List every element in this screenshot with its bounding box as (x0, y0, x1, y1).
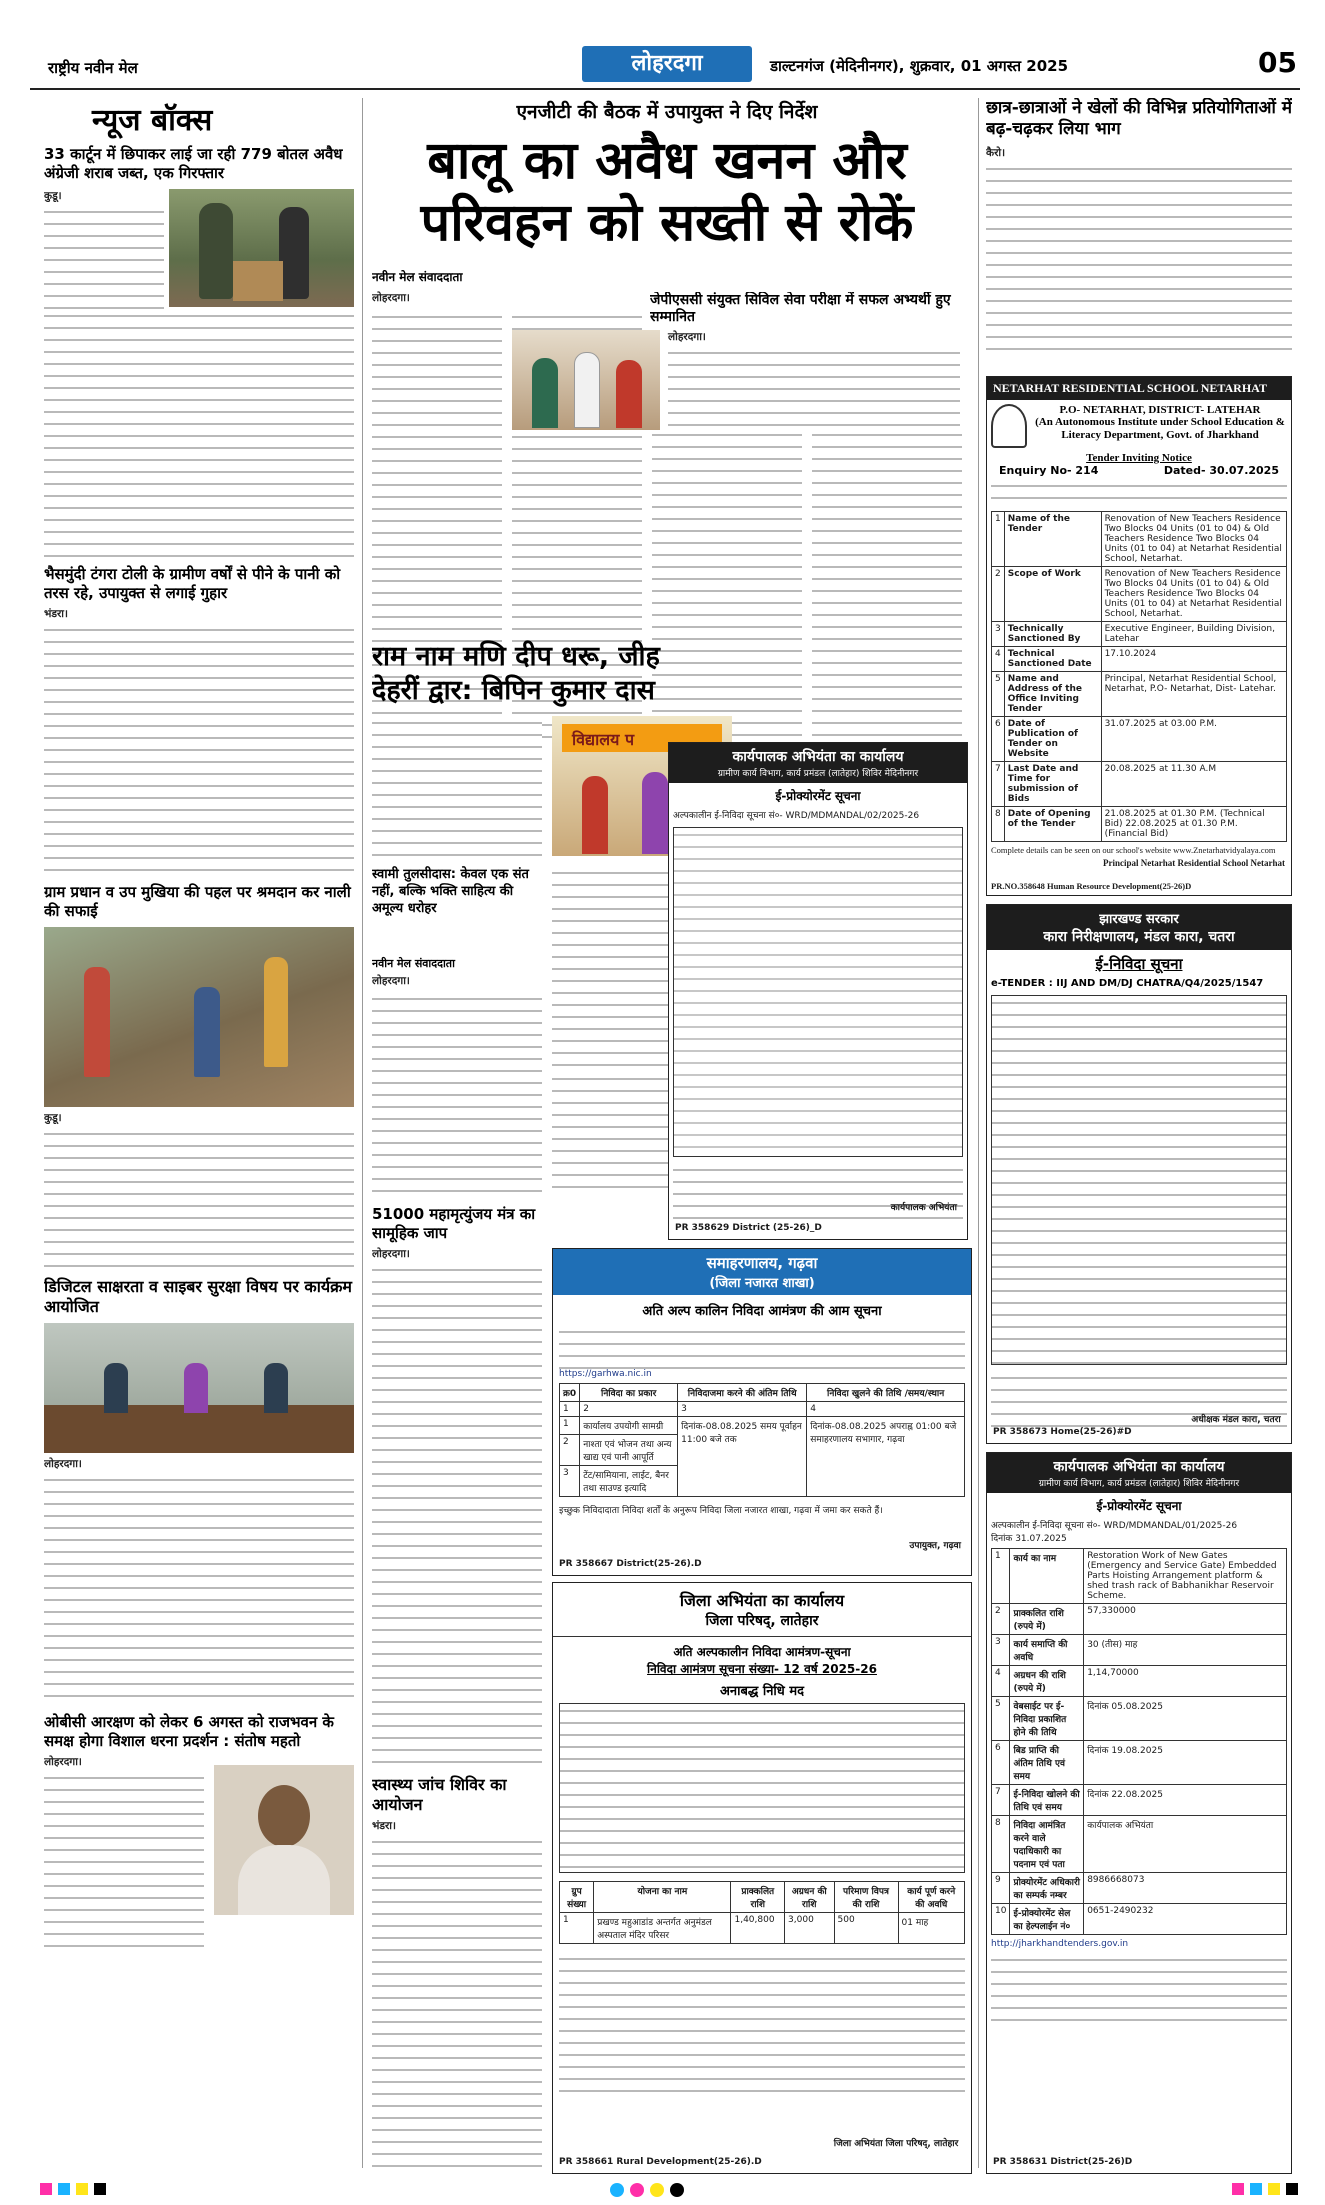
ee2-notice: ई-प्रोक्योरमेंट सूचना (1096, 1499, 1182, 1513)
mrityunjay-headline: 51000 महामृत्युंजय मंत्र का सामूहिक जाप (372, 1205, 536, 1242)
ramnaam-byline: नवीन मेल संवाददाता (372, 957, 455, 970)
netarhat-address: P.O- NETARHAT, DISTRICT- LATEHAR (1059, 404, 1261, 416)
table-cell: Name of the Tender (1004, 512, 1101, 567)
table-cell: 8986668073 (1084, 1873, 1287, 1904)
table-cell: Date of Opening of the Tender (1004, 807, 1101, 842)
garhwa-col-header: निविदाजमा करने की अंतिम तिथि (678, 1384, 807, 1402)
garhwa-tender-ad (552, 1248, 972, 1576)
section-name: लोहरदगा (631, 51, 703, 76)
digital-literacy-photo (44, 1323, 354, 1453)
mrityunjay-place: लोहरदगा। (372, 1248, 410, 1260)
zila-title: जिला अभियंता का कार्यालय (679, 1591, 845, 1610)
story-headline: ओबीसी आरक्षण को लेकर 6 अगस्त को राजभवन के समक्ष होगा विशाल धरना प्रदर्शन : संतोष महतो (44, 1713, 334, 1750)
table-cell: 0651-2490232 (1084, 1904, 1287, 1935)
table-cell: Date of Publication of Tender on Website (1004, 717, 1101, 762)
news-box-column (44, 98, 354, 2170)
netarhat-pr-number: PR.NO.358648 Human Resource Development(25-26)D (991, 881, 1192, 891)
mrityunjay-story (372, 1205, 542, 2170)
table-row (992, 1816, 1287, 1873)
table-cell: कार्य का नाम (1010, 1549, 1084, 1604)
zila-cell: 1 (560, 1913, 594, 1944)
ee1-pr-number: PR 358629 District (25-26)_D (675, 1223, 822, 1233)
table-cell: कार्य समाप्ति की अवधि (1010, 1635, 1084, 1666)
table-cell: Technically Sanctioned By (1004, 622, 1101, 647)
table-cell: Renovation of New Teachers Residence Two Blocks 04 Units (01 to 04) & Old Teachers Residence Two Blocks 04 Units (01 to 04) at Netarhat Residential School, Netarhat. (1101, 512, 1286, 567)
ee2-tender-ad (986, 1452, 1292, 2174)
school-banner-text: विद्यालय प (572, 730, 635, 749)
garhwa-deadline: दिनांक-08.08.2025 समय पूर्वाहन 11:00 बजे तक (678, 1417, 807, 1497)
kara-office: कारा निरीक्षणालय, मंडल कारा, चतरा (1043, 929, 1235, 945)
jpsc-place: लोहरदगा। (668, 331, 706, 343)
ramnaam-headline-line2: देहरीं द्वार: बिपिन कुमार दास (372, 675, 655, 706)
table-cell: Restoration Work of New Gates (Emergency and Service Gate) Embedded Parts Hoisting Arrangement platform & shed trash rack of Babhanikhar Reservoir Scheme. (1084, 1549, 1287, 1604)
print-registration-marks (1232, 2183, 1298, 2197)
table-row (992, 1697, 1287, 1741)
lead-byline: नवीन मेल संवाददाता (372, 270, 463, 284)
garhwa-pr-number: PR 358667 District(25-26).D (559, 1559, 702, 1569)
kara-title: झारखण्ड सरकार (1099, 912, 1179, 927)
masthead (30, 34, 1300, 90)
story-headline: 33 कार्टून में छिपाकर लाई जा रही 779 बोतल अवैध अंग्रेजी शराब जब्त, एक गिरफ्तार (44, 145, 343, 182)
table-cell: 4 (992, 1666, 1010, 1697)
garhwa-item: नाश्ता एवं भोजन तथा अन्य खाद्य एवं पानी आपूर्ति (580, 1435, 678, 1466)
table-row (992, 762, 1287, 807)
ee1-signature: कार्यपालक अभियंता (890, 1203, 957, 1213)
table-cell: 4 (992, 647, 1005, 672)
table-cell: 7 (992, 1785, 1010, 1816)
paper-name: राष्ट्रीय नवीन मेल (48, 59, 138, 77)
ee2-ref: अल्पकालीन ई-निविदा सूचना सं०- WRD/MDMANDAL/01/2025-26 (991, 1521, 1238, 1531)
netarhat-dated: Dated- 30.07.2025 (1163, 464, 1279, 477)
table-cell: Executive Engineer, Building Division, Latehar (1101, 622, 1286, 647)
table-row (992, 807, 1287, 842)
table-row (992, 1549, 1287, 1604)
table-cell: 17.10.2024 (1101, 647, 1286, 672)
kara-tender-ad (986, 904, 1292, 1444)
table-cell: 57,330000 (1084, 1604, 1287, 1635)
table-row (992, 1666, 1287, 1697)
table-cell: बिड प्राप्ति की अंतिम तिथि एवं समय (1010, 1741, 1084, 1785)
table-cell: वेबसाईट पर ई-निविदा प्रकाशित होने की तिथि (1010, 1697, 1084, 1741)
zila-tender-table (559, 1881, 965, 1944)
story-place: लोहरदगा। (44, 1458, 82, 1470)
zila-notice: अति अल्पकालीन निविदा आमंत्रण-सूचना (673, 1645, 851, 1659)
ee2-subtitle: ग्रामीण कार्य विभाग, कार्य प्रमंडल (लातेहार) शिविर मेदिनीनगर (1038, 1479, 1240, 1489)
kara-tender-number: e-TENDER : IIJ AND DM/DJ CHATRA/Q4/2025/1547 (991, 978, 1264, 989)
table-row (992, 672, 1287, 717)
table-row (992, 1635, 1287, 1666)
table-cell: 7 (992, 762, 1005, 807)
lead-place: लोहरदगा। (372, 292, 410, 304)
garhwa-col-num: 3 (678, 1402, 807, 1417)
table-row (992, 647, 1287, 672)
table-row (992, 512, 1287, 567)
ee2-pr-number: PR 358631 District(25-26)D (993, 2157, 1133, 2167)
zila-signature: जिला अभियंता जिला परिषद्, लातेहार (833, 2139, 959, 2149)
sports-headline: छात्र-छात्राओं ने खेलों की विभिन्न प्रतियोगिताओं में बढ़-चढ़कर लिया भाग (986, 98, 1292, 139)
lead-headline-line1: बालू का अवैध खनन और (427, 131, 907, 191)
table-row (992, 567, 1287, 622)
ramnaam-place: लोहरदगा। (372, 975, 410, 987)
table-row (992, 1785, 1287, 1816)
dateline: डाल्टनगंज (मेदिनीनगर), शुक्रवार, 01 अगस्त 2025 (770, 57, 1069, 75)
garhwa-footer: इच्छुक निविदादाता निविदा शर्तों के अनुरूप निविदा जिला नजारत शाखा, गढ़वा में जमा कर सकते हैं। (559, 1506, 883, 1516)
lead-headline-line2: परिवहन को सख्ती से रोकें (420, 193, 914, 253)
garhwa-col-num: 2 (580, 1402, 678, 1417)
table-cell: Principal, Netarhat Residential School, Netarhat, P.O- Netarhat, Dist- Latehar. (1101, 672, 1286, 717)
table-cell: दिनांक 05.08.2025 (1084, 1697, 1287, 1741)
table-cell: 5 (992, 672, 1005, 717)
story-headline: भैसमुंदी टंगरा टोली के ग्रामीण वर्षों से पीने के पानी को तरस रहे, उपायुक्त से लगाई गुहार (44, 565, 341, 602)
jpsc-felicitation-photo (512, 330, 660, 430)
lead-kicker: एनजीटी की बैठक में उपायुक्त ने दिए निर्देश (516, 101, 818, 123)
table-cell: 8 (992, 807, 1005, 842)
netarhat-enquiry: Enquiry No- 214 (999, 464, 1099, 477)
section-banner (582, 46, 752, 82)
table-cell: ई-प्रोक्योरमेंट सेल का हेल्पलाईन नं० (1010, 1904, 1084, 1935)
story-headline: डिजिटल साक्षरता व साइबर सुरक्षा विषय पर कार्यक्रम आयोजित (44, 1277, 353, 1316)
garhwa-col-num: 1 (560, 1402, 580, 1417)
table-row (992, 1873, 1287, 1904)
zila-col-header: कार्य पूर्ण करने की अवधि (898, 1882, 965, 1913)
zila-cell: प्रखण्ड महुआडांड अन्तर्गत अनुमंडल अस्पताल मंदिर परिसर (594, 1913, 731, 1944)
garhwa-item: कार्यालय उपयोगी सामग्री (580, 1417, 678, 1435)
table-cell: Renovation of New Teachers Residence Two Blocks 04 Units (01 to 04) & Old Teachers Residence Two Blocks 04 Units (01 to 04) at Netarhat Residential School, Netarhat. (1101, 567, 1286, 622)
table-cell: 8 (992, 1816, 1010, 1873)
garhwa-col-header: निविदा खुलने की तिथि /समय/स्थान (807, 1384, 965, 1402)
ramnaam-pull-quote: स्वामी तुलसीदास: केवल एक संत नहीं, बल्कि भक्ति साहित्य की अमूल्य धरोहर (372, 867, 529, 916)
netarhat-institute: (An Autonomous Institute under School Education & Literacy Department, Govt. of Jharkhand (1035, 416, 1285, 441)
ee2-title: कार्यपालक अभियंता का कार्यालय (1053, 1459, 1225, 1475)
ee2-date: दिनांक 31.07.2025 (991, 1534, 1067, 1544)
table-cell: 6 (992, 1741, 1010, 1785)
table-cell: Technical Sanctioned Date (1004, 647, 1101, 672)
story-place: कुडू। (44, 1112, 62, 1124)
table-row (992, 622, 1287, 647)
kara-pr-number: PR 358673 Home(25-26)#D (993, 1427, 1132, 1437)
print-registration-marks (40, 2183, 106, 2197)
table-cell: प्राक्कलित राशि (रुपये में) (1010, 1604, 1084, 1635)
table-cell: निविदा आमंत्रित करने वाले पदाधिकारी का पदनाम एवं पता (1010, 1816, 1084, 1873)
table-cell: 1 (992, 1549, 1010, 1604)
table-cell: Name and Address of the Office Inviting Tender (1004, 672, 1101, 717)
table-cell: Scope of Work (1004, 567, 1101, 622)
table-cell: 2 (992, 1604, 1010, 1635)
table-cell: दिनांक 19.08.2025 (1084, 1741, 1287, 1785)
story-place: भंडरा। (44, 608, 68, 620)
garhwa-url[interactable]: https://garhwa.nic.in (559, 1369, 652, 1379)
table-cell: प्रोक्योरमेंट अधिकारी का सम्पर्क नम्बर (1010, 1873, 1084, 1904)
table-cell: 20.08.2025 at 11.30 A.M (1101, 762, 1286, 807)
zila-col-header: प्राक्कलित राशि (731, 1882, 785, 1913)
table-cell: दिनांक 22.08.2025 (1084, 1785, 1287, 1816)
garhwa-title: समाहरणालय, गढ़वा (706, 1254, 818, 1272)
netarhat-tender-table (991, 511, 1287, 842)
table-cell: 30 (तीस) माह (1084, 1635, 1287, 1666)
netarhat-footer-note: Complete details can be seen on our school's website www.Znetarhatvidyalaya.com (991, 845, 1276, 855)
ee1-notice: ई-प्रोक्योरमेंट सूचना (775, 789, 861, 803)
zila-pr-number: PR 358661 Rural Development(25-26).D (559, 2157, 762, 2167)
zila-cell: 1,40,800 (731, 1913, 785, 1944)
table-cell: अग्रधन की राशि (रुपये में) (1010, 1666, 1084, 1697)
kara-signature: अधीक्षक मंडल कारा, चतरा (1191, 1415, 1281, 1425)
zila-cell: 500 (834, 1913, 898, 1944)
health-camp-headline: स्वास्थ्य जांच शिविर का आयोजन (372, 1775, 507, 1814)
table-row (992, 1741, 1287, 1785)
table-cell: Last Date and Time for submission of Bids (1004, 762, 1101, 807)
table-cell: कार्यपालक अभियंता (1084, 1816, 1287, 1873)
garhwa-col-header: क्र0 (560, 1384, 580, 1402)
print-registration-marks (610, 2183, 684, 2197)
garhwa-tender-table: क्र0 निविदा का प्रकार निविदाजमा करने की अंतिम तिथि निविदा खुलने की तिथि /समय/स्थान 1 2 3 4 1 कार्यालय उपयोगी सामग्री दिनांक-08.08.2025 समय पूर्वाहन 11:00 बजे तक दिनांक-08.08.2025 अपराह्न 01:00 बजे समाहरणालय सभागार, गढ़वा 2 नाश्ता एवं भोजन तथा अन्य खाद्य एवं पानी आपूर्ति 3 टेंट/सामियाना, लाईट, बैनर तथा साउण्ड इत्यादि (559, 1383, 965, 1497)
sports-place: कैरो। (986, 147, 1006, 159)
table-row (992, 1904, 1287, 1935)
story-headline: ग्राम प्रधान व उप मुखिया की पहल पर श्रमदान कर नाली की सफाई (44, 883, 351, 920)
garhwa-signature: उपायुक्त, गढ़वा (909, 1541, 961, 1551)
table-cell: 3 (992, 1635, 1010, 1666)
table-cell: 2 (992, 567, 1005, 622)
health-camp-place: भंडरा। (372, 1820, 396, 1832)
table-row (992, 1604, 1287, 1635)
table-row (992, 717, 1287, 762)
ee1-subtitle: ग्रामीण कार्य विभाग, कार्य प्रमंडल (लातेहार) शिविर मेदिनीनगर (717, 769, 919, 779)
garhwa-notice: अति अल्प कालिन निविदा आमंत्रण की आम सूचना (642, 1304, 882, 1319)
table-cell: 3 (992, 622, 1005, 647)
kara-notice: ई-निविदा सूचना (1095, 955, 1183, 973)
sports-story (986, 98, 1292, 368)
zila-col-header: परिमाण विपत्र की राशि (834, 1882, 898, 1913)
jpsc-headline: जेपीएससी संयुक्त सिविल सेवा परीक्षा में सफल अभ्यर्थी हुए सम्मानित (650, 292, 951, 325)
zila-col-header: अग्रधन की राशि (785, 1882, 834, 1913)
netarhat-tender-ad (986, 376, 1292, 896)
ee2-tender-table (991, 1548, 1287, 1935)
netarhat-title: NETARHAT RESIDENTIAL SCHOOL NETARHAT (993, 381, 1267, 395)
story-place: कुडू। (44, 190, 62, 202)
table-cell: 1,14,70000 (1084, 1666, 1287, 1697)
zila-col-header: ग्रुप संख्या (560, 1882, 594, 1913)
santosh-mahto-portrait (214, 1765, 354, 1915)
zila-subtitle: जिला परिषद्, लातेहार (705, 1613, 819, 1629)
ee1-title: कार्यपालक अभियंता का कार्यालय (732, 749, 904, 765)
ee2-site[interactable]: http://jharkhandtenders.gov.in (991, 1939, 1129, 1949)
garhwa-col-header: निविदा का प्रकार (580, 1384, 678, 1402)
zila-cell: 01 माह (898, 1913, 965, 1944)
garhwa-subtitle: (जिला नजारत शाखा) (709, 1276, 815, 1291)
table-cell: ई-निविदा खोलने की तिथि एवं समय (1010, 1785, 1084, 1816)
garhwa-item: टेंट/सामियाना, लाईट, बैनर तथा साउण्ड इत्यादि (580, 1466, 678, 1497)
netarhat-emblem-icon (991, 404, 1027, 448)
garhwa-opening: दिनांक-08.08.2025 अपराह्न 01:00 बजे समाहरणालय सभागार, गढ़वा (807, 1417, 965, 1497)
ee1-ref: अल्पकालीन ई-निविदा सूचना सं०- WRD/MDMANDAL/02/2025-26 (673, 811, 920, 821)
table-cell: 21.08.2025 at 01.30 P.M. (Technical Bid) 22.08.2025 at 01.30 P.M. (Financial Bid) (1101, 807, 1286, 842)
story-place: लोहरदगा। (44, 1756, 82, 1768)
zila-cell: 3,000 (785, 1913, 834, 1944)
zila-tender-ad (552, 1582, 972, 2174)
zila-col-header: योजना का नाम (594, 1882, 731, 1913)
news-box-title: न्यूज बॉक्स (92, 103, 213, 138)
netarhat-notice: Tender Inviting Notice (1086, 452, 1192, 464)
zila-notice-number: निविदा आमंत्रण सूचना संख्या- 12 वर्ष 2025-26 (647, 1662, 877, 1676)
garhwa-col-num: 4 (807, 1402, 965, 1417)
table-cell: 9 (992, 1873, 1010, 1904)
table-cell: 1 (992, 512, 1005, 567)
page-number: 05 (1258, 46, 1297, 79)
zila-sub-notice: अनाबद्ध निधि मद (720, 1684, 804, 1699)
seized-liquor-photo (169, 189, 354, 307)
ee1-tender-ad (668, 742, 968, 1240)
table-cell: 5 (992, 1697, 1010, 1741)
netarhat-signature: Principal Netarhat Residential School Netarhat (1103, 858, 1285, 868)
drain-cleaning-photo (44, 927, 354, 1107)
table-cell: 6 (992, 717, 1005, 762)
table-cell: 31.07.2025 at 03.00 P.M. (1101, 717, 1286, 762)
table-cell: 10 (992, 1904, 1010, 1935)
ramnaam-headline-line1: राम नाम मणि दीप धरू, जीह (372, 641, 660, 672)
